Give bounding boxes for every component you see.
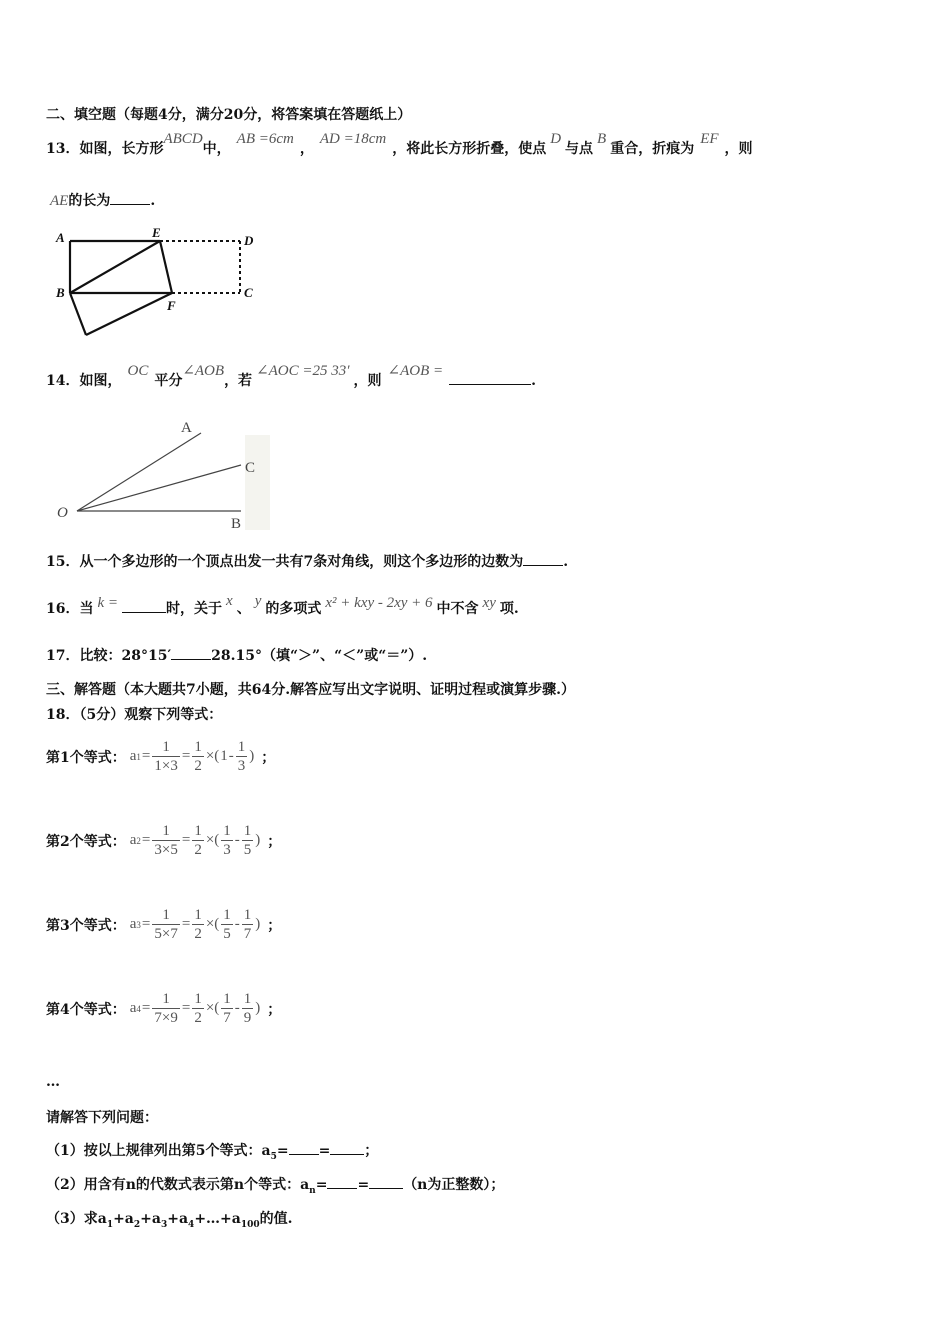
sq1-text: （1）按以上规律列出第5个等式：a: [46, 1143, 271, 1159]
sq1-text: =: [276, 1143, 289, 1159]
q15-text: 15．从一个多边形的一个顶点出发一共有7条对角线，则这个多边形的边数为: [46, 554, 524, 570]
eq-half: $\frac{1}{2}$: [194, 739, 202, 774]
q13-text: ，将此长方形折叠，使点: [392, 141, 547, 157]
q14-text: ，若: [224, 373, 253, 389]
sq2-text: （n为正整数）；: [403, 1177, 505, 1193]
sub-questions-intro: 请解答下列问题：: [46, 1110, 158, 1126]
question-16: [46, 593, 519, 618]
q16-answer-blank[interactable]: [122, 600, 166, 613]
q13-text: 中，: [202, 141, 231, 157]
equation-formula: a 1 = $\frac{1}{1\times 3}$ = $\frac{1}{2}$ ×( 1 - $\frac{1}{3}$ ): [129, 739, 255, 774]
eq-semicolon: ；: [267, 917, 282, 934]
q13-ad: AD =18cm: [319, 131, 387, 147]
eq-term2: $\frac{1}{3}$: [237, 739, 246, 774]
sq2-sub: n: [309, 1185, 316, 1196]
eq-fraction: $\frac{1}{3\times 5}$: [154, 823, 178, 858]
equation-formula: a 4 = $\frac{1}{7\times 9}$ = $\frac{1}{2}$ ×( $\frac{1}{7}$ - $\frac{1}{9}$ ): [129, 991, 261, 1026]
fig14-label-c: C: [245, 460, 256, 476]
eq-term2: $\frac{1}{9}$: [243, 991, 252, 1026]
sq3-text: 的值.: [259, 1211, 293, 1227]
eq-half: $\frac{1}{2}$: [194, 823, 202, 858]
q14-text: .: [531, 373, 537, 389]
equation-3: [46, 906, 281, 943]
eq-sub: 4: [136, 1003, 141, 1014]
question-18-title: 18．（5分）观察下列等式：: [46, 707, 223, 723]
sub-question-2: [46, 1174, 504, 1196]
q13-rect: ABCD: [163, 131, 203, 147]
sq2-answer-blank-1[interactable]: [327, 1176, 357, 1189]
q15-answer-blank[interactable]: [523, 553, 563, 566]
eq-a: a: [129, 748, 137, 764]
sq1-text: =: [318, 1143, 331, 1159]
q15-text: .: [563, 554, 569, 570]
equation-label: 第1个等式：: [46, 749, 126, 766]
q17-text: 17．比较：28°15′: [46, 648, 172, 664]
sq2-text: （2）用含有n的代数式表示第n个等式：a: [46, 1177, 310, 1193]
q16-text: 的多项式: [265, 601, 322, 617]
section3-title: 三、解答题（本大题共7小题，共64分.解答应写出文字说明、证明过程或演算步骤.）: [46, 682, 575, 698]
eq-fraction: $\frac{1}{7\times 9}$: [154, 991, 178, 1026]
q16-y: y: [254, 593, 262, 609]
fig14-label-o: O: [57, 505, 68, 521]
sub-question-3: [46, 1208, 293, 1230]
fig13-label-f: F: [167, 298, 176, 313]
q14-answer-blank[interactable]: [449, 372, 531, 385]
q16-text: 中不含: [436, 601, 479, 617]
q14-number: 14．如图，: [46, 373, 122, 389]
question-17: [46, 645, 427, 665]
q14-text: 平分: [154, 373, 183, 389]
eq-semicolon: ；: [267, 833, 282, 850]
sq3-text: +a: [113, 1211, 134, 1227]
sq3-sub: 100: [240, 1219, 260, 1230]
sq2-text: =: [357, 1177, 370, 1193]
equation-2: [46, 822, 281, 859]
q13-ab: AB =6cm: [236, 131, 294, 147]
question-15: [46, 551, 568, 571]
q13-b: B: [597, 131, 607, 147]
sq3-sub: 1: [106, 1219, 114, 1230]
eq-term1: $\frac{1}{3}$: [223, 823, 231, 858]
q16-xy: xy: [482, 595, 496, 611]
equation-1: [46, 738, 275, 775]
q16-text: 项.: [499, 601, 519, 617]
fig13-label-a: A: [56, 230, 65, 245]
eq-sub: 3: [136, 919, 141, 930]
eq-sub: 2: [136, 835, 141, 846]
sq1-sub: 5: [270, 1151, 277, 1162]
q14-oc: OC: [127, 363, 149, 379]
sq3-text: （3）求a: [46, 1211, 107, 1227]
equation-label: 第3个等式：: [46, 917, 126, 934]
sq1-answer-blank-1[interactable]: [289, 1142, 319, 1155]
question-14: [46, 363, 537, 390]
q14-text: ，则: [353, 373, 382, 389]
equation-4: [46, 990, 281, 1027]
q13-number: 13．如图，长方形: [46, 141, 164, 157]
sq3-sub: 4: [188, 1219, 195, 1230]
figure-13-rectangle-fold: [50, 225, 270, 340]
eq-a: a: [129, 832, 137, 848]
question-13-cont: [50, 190, 155, 210]
sub-question-1: [46, 1140, 378, 1162]
q14-aoc: ∠AOC =25 33′: [256, 363, 350, 379]
eq-a: a: [129, 1000, 137, 1016]
q17-answer-blank[interactable]: [171, 647, 211, 660]
q13-text: ，则: [724, 141, 753, 157]
eq-term1: $\frac{1}{7}$: [223, 991, 231, 1026]
q13-ef: EF: [700, 131, 719, 147]
sq1-answer-blank-2[interactable]: [330, 1142, 364, 1155]
q13-ae: AE: [50, 193, 69, 209]
sq2-answer-blank-2[interactable]: [369, 1176, 403, 1189]
q13-d: D: [550, 131, 562, 147]
eq-half: $\frac{1}{2}$: [194, 991, 202, 1026]
q16-polynomial: x² + kxy - 2xy + 6: [325, 595, 433, 611]
q13-text: 与点: [565, 141, 594, 157]
q16-x: x: [226, 593, 233, 609]
section2-title: 二、填空题（每题4分，满分20分，将答案填在答题纸上）: [46, 107, 412, 123]
q16-text: 、: [236, 601, 251, 617]
sq2-text: =: [315, 1177, 328, 1193]
sq3-sub: 3: [160, 1219, 168, 1230]
equation-formula: a 2 = $\frac{1}{3\times 5}$ = $\frac{1}{2}$ ×( $\frac{1}{3}$ - $\frac{1}{5}$ ): [129, 823, 261, 858]
sq3-sub: 2: [133, 1219, 141, 1230]
fig13-label-b: B: [56, 285, 65, 300]
eq-fraction: $\frac{1}{1\times 3}$: [154, 739, 178, 774]
equation-label: 第4个等式：: [46, 1001, 126, 1018]
q14-aob: ∠AOB: [182, 363, 225, 379]
fig13-label-d: D: [244, 233, 254, 248]
q16-k: k =: [97, 595, 119, 611]
sq3-text: +a: [140, 1211, 161, 1227]
q14-aob2: ∠AOB =: [387, 363, 444, 379]
q13-text: ，: [299, 141, 314, 157]
eq-half: $\frac{1}{2}$: [194, 907, 202, 942]
eq-a: a: [129, 916, 137, 932]
q13-text: 重合，折痕为: [610, 141, 695, 157]
ellipsis: …: [46, 1074, 60, 1090]
q16-number: 16．当: [46, 601, 94, 617]
eq-term1: $\frac{1}{5}$: [223, 907, 231, 942]
eq-semicolon: ；: [261, 749, 276, 766]
eq-fraction: $\frac{1}{5\times 7}$: [154, 907, 178, 942]
eq-term2: $\frac{1}{5}$: [243, 823, 252, 858]
question-13: [46, 131, 753, 158]
q13-text: 的长为: [68, 193, 111, 209]
sq3-text: +…+a: [194, 1211, 241, 1227]
figure-14-angle: [55, 415, 275, 535]
q17-text: 28.15°（填“＞”、“＜”或“＝”）.: [211, 648, 428, 664]
fig13-label-c: C: [244, 285, 253, 300]
equation-label: 第2个等式：: [46, 833, 126, 850]
fig13-label-e: E: [152, 225, 161, 240]
eq-sub: 1: [136, 751, 141, 762]
q16-text: 时，关于: [166, 601, 223, 617]
eq-one: 1: [220, 748, 228, 764]
eq-semicolon: ；: [267, 1001, 282, 1018]
sq1-text: ；: [364, 1143, 379, 1159]
equation-formula: a 3 = $\frac{1}{5\times 7}$ = $\frac{1}{2}$ ×( $\frac{1}{5}$ - $\frac{1}{7}$ ): [129, 907, 261, 942]
fig14-label-a: A: [181, 420, 192, 436]
q13-answer-blank[interactable]: [110, 192, 150, 205]
eq-term2: $\frac{1}{7}$: [243, 907, 252, 942]
sq3-text: +a: [167, 1211, 189, 1227]
fig14-label-b: B: [231, 516, 242, 532]
q13-text: .: [150, 193, 156, 209]
